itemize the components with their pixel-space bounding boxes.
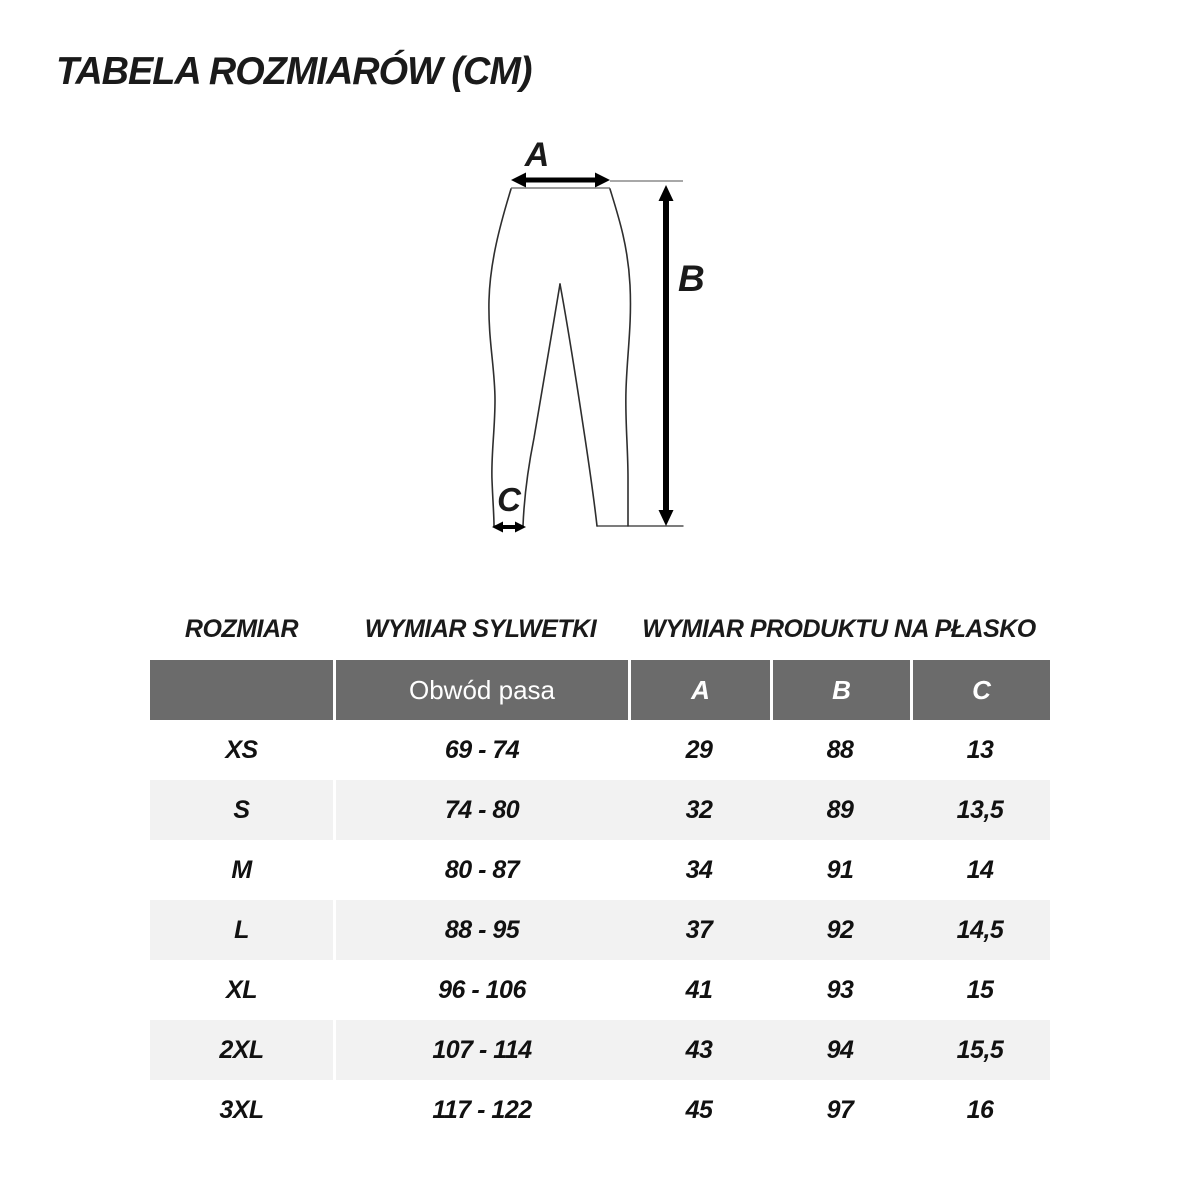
cell-a: 32 [685,795,713,824]
table-group-headers [150,615,1050,644]
cell-size: S [233,795,250,824]
header-cell-c: C [910,660,1050,720]
cell-b: 97 [826,1095,854,1124]
page-title: TABELA ROZMIARÓW (CM) [56,50,532,93]
measure-b-arrow [659,185,674,526]
cell-size: L [234,915,249,944]
cell-a: 34 [685,855,713,884]
pants-outline-drawing [489,189,683,526]
cell-b: 89 [826,795,854,824]
measure-c-label: C [497,481,521,518]
size-table [150,660,1050,1140]
measure-c-arrow [492,522,526,533]
cell-c: 16 [966,1095,994,1124]
cell-size: XS [225,735,258,764]
cell-waist: 80 - 87 [333,840,628,900]
header-cell-b: B [770,660,910,720]
cell-b: 91 [826,855,854,884]
table-row [150,900,1050,960]
group-header-body-measure: WYMIAR SYLWETKI [364,615,597,643]
cell-b: 92 [826,915,854,944]
cell-c: 15 [966,975,994,1004]
cell-a: 43 [685,1035,713,1064]
cell-b: 94 [826,1035,854,1064]
cell-waist: 96 - 106 [333,960,628,1020]
cell-waist: 88 - 95 [333,900,628,960]
table-row [150,1080,1050,1140]
cell-waist: 107 - 114 [333,1020,628,1080]
cell-b: 88 [826,735,854,764]
header-cell-size [150,660,333,720]
cell-size: M [231,855,252,884]
table-row [150,960,1050,1020]
cell-c: 15,5 [956,1035,1004,1064]
cell-waist: 117 - 122 [333,1080,628,1140]
cell-b: 93 [826,975,854,1004]
cell-size: XL [226,975,257,1004]
header-cell-a: A [628,660,770,720]
cell-waist: 69 - 74 [333,720,628,780]
cell-c: 13,5 [956,795,1004,824]
group-header-size: ROZMIAR [184,615,299,643]
cell-a: 37 [685,915,713,944]
measure-a-label: A [524,136,550,174]
cell-a: 41 [685,975,713,1004]
table-row [150,840,1050,900]
cell-c: 13 [966,735,994,764]
table-row [150,780,1050,840]
measure-a-arrow [511,173,610,188]
size-table-header-row [150,660,1050,720]
cell-c: 14,5 [956,915,1004,944]
cell-a: 45 [685,1095,713,1124]
cell-waist: 74 - 80 [333,780,628,840]
pants-measurement-diagram [460,125,720,565]
cell-size: 3XL [219,1095,264,1124]
cell-c: 14 [966,855,994,884]
table-row [150,1020,1050,1080]
group-header-product-flat: WYMIAR PRODUKTU NA PŁASKO [642,615,1036,643]
cell-a: 29 [685,735,713,764]
header-cell-waist: Obwód pasa [333,660,628,720]
table-row [150,720,1050,780]
measure-b-label: B [678,258,705,299]
cell-size: 2XL [219,1035,264,1064]
size-table-body [150,720,1050,1140]
